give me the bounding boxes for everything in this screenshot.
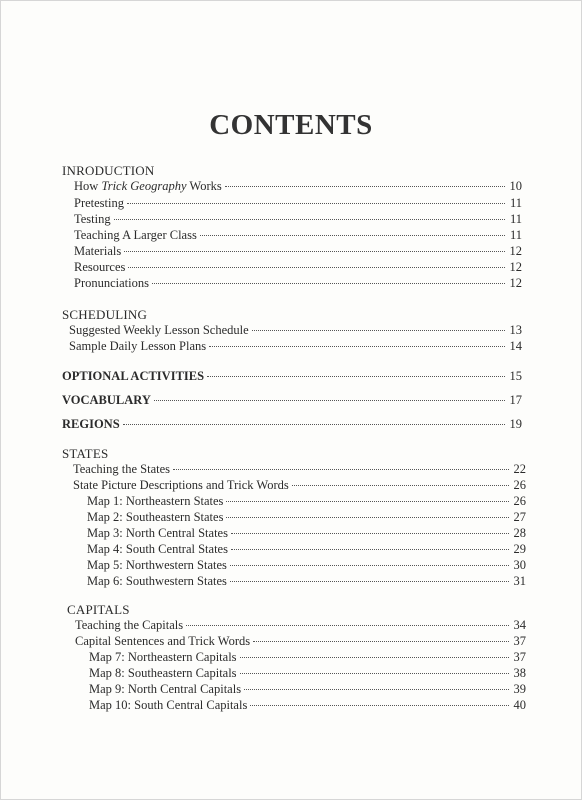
- section-heading-states: STATES: [62, 446, 109, 461]
- toc-entry[interactable]: [74, 243, 522, 259]
- toc-entry-label: OPTIONAL ACTIVITIES: [62, 369, 205, 383]
- toc-entry-page: 15: [509, 369, 522, 383]
- dot-leader: [231, 549, 509, 550]
- toc-entry-label: Map 9: North Central Capitals: [89, 682, 242, 696]
- section-heading-scheduling: SCHEDULING: [62, 307, 148, 322]
- dot-leader: [173, 469, 509, 470]
- dot-leader: [128, 267, 505, 268]
- toc-entry-page: 12: [509, 260, 522, 274]
- dot-leader: [123, 424, 505, 425]
- toc-entry-vocabulary[interactable]: [62, 392, 522, 408]
- toc-entry[interactable]: [75, 633, 526, 649]
- dot-leader: [252, 330, 505, 331]
- toc-entry-optional-activities[interactable]: [62, 368, 522, 384]
- toc-entry-page: 11: [509, 228, 522, 242]
- toc-entry[interactable]: [87, 557, 526, 573]
- toc-entry[interactable]: [89, 665, 526, 681]
- toc-entry-label: Map 7: Northeastern Capitals: [89, 650, 237, 664]
- toc-entry-label: Map 6: Southwestern States: [87, 574, 227, 588]
- dot-leader: [226, 501, 509, 502]
- toc-entry-label: Teaching the States: [73, 462, 171, 476]
- toc-entry[interactable]: [74, 259, 522, 275]
- toc-entry-page: 37: [513, 650, 526, 664]
- toc-entry[interactable]: [87, 525, 526, 541]
- toc-entry-label: Capital Sentences and Trick Words: [75, 634, 251, 648]
- toc-entry[interactable]: [89, 697, 526, 713]
- toc-entry-label: Sample Daily Lesson Plans: [69, 339, 207, 353]
- toc-entry[interactable]: [87, 493, 526, 509]
- toc-entry-label: Resources: [74, 260, 126, 274]
- toc-entry-page: 31: [513, 574, 526, 588]
- toc-entry-page: 10: [509, 179, 522, 193]
- dot-leader: [152, 283, 505, 284]
- toc-entry-label: Pretesting: [74, 196, 124, 210]
- toc-entry[interactable]: [69, 338, 522, 354]
- toc-entry[interactable]: [73, 461, 526, 477]
- toc-entry-label: Map 3: North Central States: [87, 526, 228, 540]
- toc-entry-page: 26: [513, 478, 526, 492]
- toc-entry-page: 38: [513, 666, 526, 680]
- toc-entry-page: 11: [509, 212, 522, 226]
- toc-entry[interactable]: [74, 178, 522, 194]
- toc-entry[interactable]: [89, 649, 526, 665]
- toc-entry-page: 27: [513, 510, 526, 524]
- toc-entry-page: 17: [509, 393, 522, 407]
- section-heading-capitals: CAPITALS: [67, 602, 130, 617]
- page-title: CONTENTS: [209, 109, 373, 141]
- toc-entry-page: 34: [513, 618, 526, 632]
- dot-leader: [240, 673, 509, 674]
- toc-entry[interactable]: [87, 541, 526, 557]
- dot-leader: [230, 565, 509, 566]
- toc-entry-page: 14: [509, 339, 522, 353]
- toc-entry-label: Map 8: Southeastern Capitals: [89, 666, 237, 680]
- toc-entry[interactable]: [74, 227, 522, 243]
- toc-entry-page: 37: [513, 634, 526, 648]
- dot-leader: [200, 235, 505, 236]
- toc-entry-page: 19: [509, 417, 522, 431]
- toc-entry-page: 22: [513, 462, 526, 476]
- toc-entry-page: 39: [513, 682, 526, 696]
- dot-leader: [231, 533, 509, 534]
- toc-entry-page: 40: [513, 698, 526, 712]
- dot-leader: [127, 203, 505, 204]
- toc-entry-page: 29: [513, 542, 526, 556]
- section-heading-introduction: INRODUCTION: [62, 163, 155, 178]
- toc-entry-label: Map 2: Southeastern States: [87, 510, 224, 524]
- toc-entry[interactable]: [74, 195, 522, 211]
- toc-entry-label: Map 5: Northwestern States: [87, 558, 227, 572]
- toc-entry-label: State Picture Descriptions and Trick Words: [73, 478, 289, 492]
- dot-leader: [250, 705, 509, 706]
- dot-leader: [253, 641, 509, 642]
- dot-leader: [207, 376, 505, 377]
- toc-entry[interactable]: [87, 573, 526, 589]
- dot-leader: [124, 251, 505, 252]
- toc-entry-label: Teaching the Capitals: [75, 618, 184, 632]
- dot-leader: [225, 186, 505, 187]
- dot-leader: [230, 581, 509, 582]
- toc-entry-label: Map 10: South Central Capitals: [89, 698, 248, 712]
- dot-leader: [114, 219, 505, 220]
- toc-entry[interactable]: [74, 211, 522, 227]
- toc-entry-page: 13: [509, 323, 522, 337]
- toc-entry-label: Map 1: Northeastern States: [87, 494, 224, 508]
- toc-entry[interactable]: [87, 509, 526, 525]
- dot-leader: [226, 517, 509, 518]
- toc-entry-label: Teaching A Larger Class: [74, 228, 197, 242]
- dot-leader: [186, 625, 509, 626]
- toc-entry-label: How Trick Geography Works: [74, 179, 222, 193]
- toc-entry-page: 11: [509, 196, 522, 210]
- toc-entry-label: Materials: [74, 244, 122, 258]
- toc-entry-label: Suggested Weekly Lesson Schedule: [69, 323, 249, 337]
- dot-leader: [154, 400, 505, 401]
- toc-entry-label: REGIONS: [62, 417, 120, 431]
- toc-entry-label: VOCABULARY: [62, 393, 151, 407]
- toc-entry-label: Map 4: South Central States: [87, 542, 228, 556]
- toc-entry[interactable]: [73, 477, 526, 493]
- toc-entry-page: 12: [509, 244, 522, 258]
- dot-leader: [240, 657, 509, 658]
- toc-entry[interactable]: [75, 617, 526, 633]
- toc-entry-page: 28: [513, 526, 526, 540]
- toc-entry-regions[interactable]: [62, 416, 522, 432]
- dot-leader: [292, 485, 509, 486]
- toc-entry[interactable]: [74, 275, 522, 291]
- dot-leader: [244, 689, 509, 690]
- toc-entry-page: 12: [509, 276, 522, 290]
- toc-entry[interactable]: [69, 322, 522, 338]
- toc-entry[interactable]: [89, 681, 526, 697]
- toc-entry-label: Pronunciations: [74, 276, 149, 290]
- toc-entry-label: Testing: [74, 212, 111, 226]
- toc-entry-page: 26: [513, 494, 526, 508]
- dot-leader: [209, 346, 505, 347]
- toc-entry-page: 30: [513, 558, 526, 572]
